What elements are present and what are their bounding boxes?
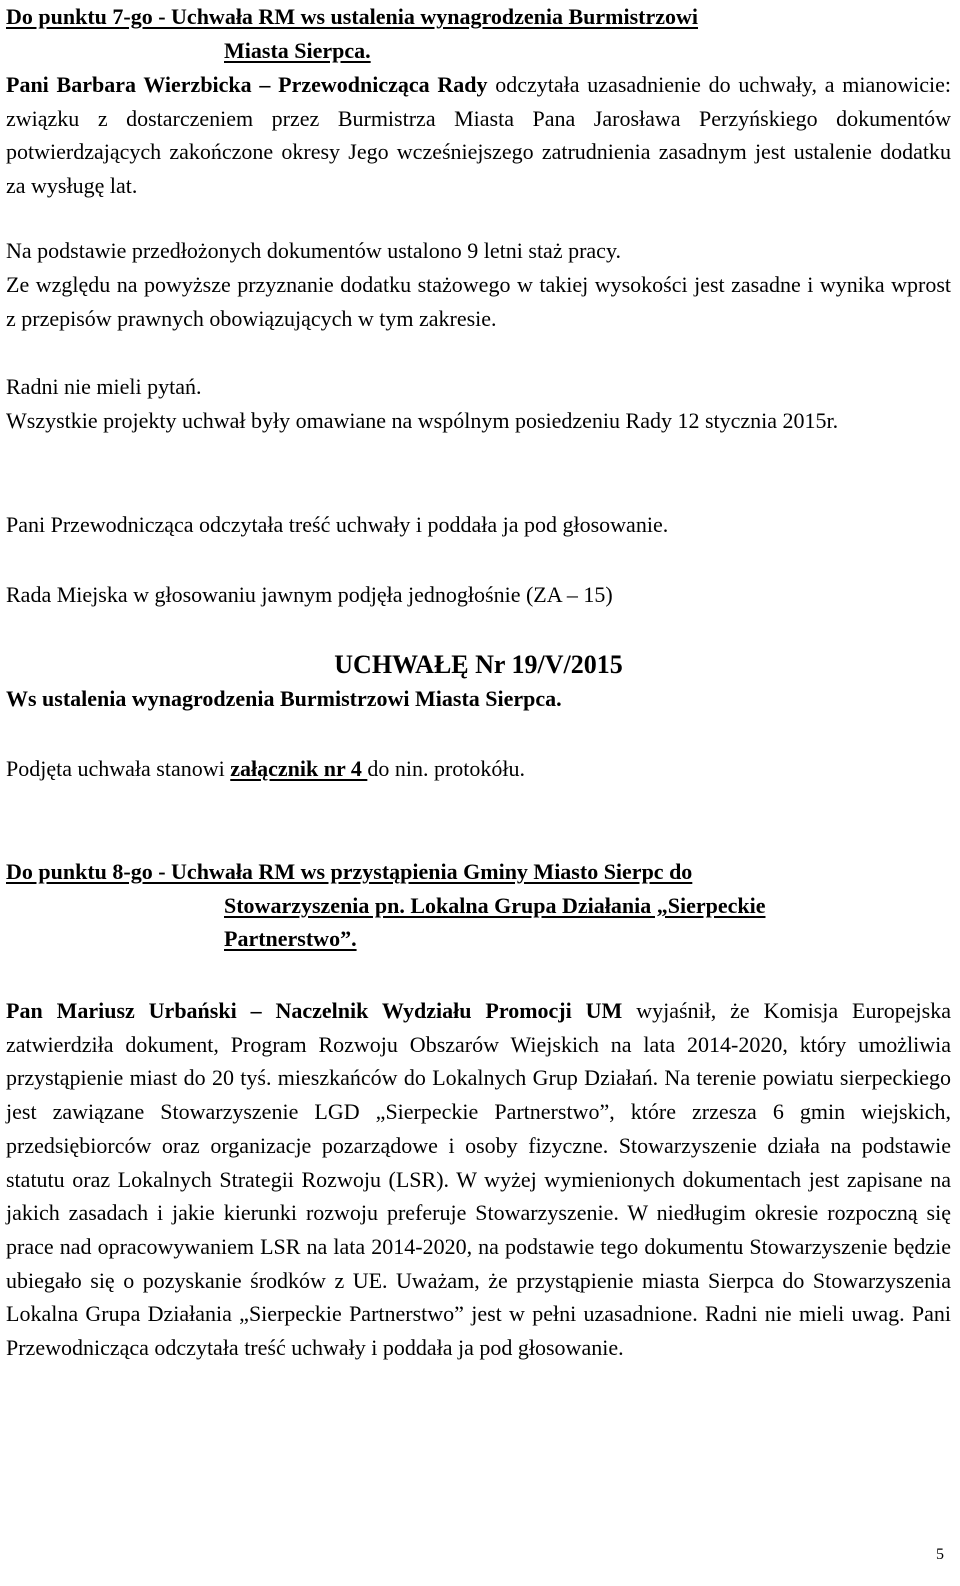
resolution-title: UCHWAŁĘ Nr 19/V/2015 <box>334 650 623 679</box>
attachment-suffix: do nin. protokółu. <box>367 756 525 781</box>
section-8-heading-line2: Stowarzyszenia pn. Lokalna Grupa Działania „Sierpeckie <box>224 892 766 918</box>
resolution-subtitle: Ws ustalenia wynagrodzenia Burmistrzowi Miasta Sierpca. <box>6 686 562 711</box>
section-8-heading <box>6 855 765 956</box>
section-8-paragraph-1 <box>6 994 951 1365</box>
section-8-heading-line3: Partnerstwo”. <box>224 926 357 952</box>
section-7-paragraph-5: Wszystkie projekty uchwał były omawiane na wspólnym posiedzeniu Rady 12 stycznia 2015r. <box>6 408 839 433</box>
section-7-heading <box>6 0 698 67</box>
page-number: 5 <box>936 1546 944 1563</box>
speaker-name-wierzbicka: Pani Barbara Wierzbicka – Przewodnicząca Rady <box>6 72 488 97</box>
section-7-paragraph-6: Pani Przewodnicząca odczytała treść uchwały i poddała ja pod głosowanie. <box>6 512 669 537</box>
section-7-paragraph-4: Radni nie mieli pytań. <box>6 374 202 399</box>
section-8-paragraph-1-text: wyjaśnił, że Komisja Europejska zatwierdziła dokument, Program Rozwoju Obszarów Wiejskich na lata 2014-2020, który umożliwia przystąpienie miast do 20 tyś. mieszkańców do Lokalnych Grup Działań. Na terenie powiatu sierpeckiego jest zawiązane Stowarzyszenie LGD „Sierpeckie Partnerstwo”, które zrzesza 6 gmin wiejskich, przedsiębiorców oraz organizacje pozarządowe i osoby fizyczne. Stowarzyszenie działa na podstawie statutu oraz Lokalnych Strategii Rozwoju (LSR). W wyżej wymienionych dokumentach jest zapisane na jakich zasadach i jakie kierunki rozwoju preferuje Stowarzyszenie. W niedługim okresie rozpoczną się prace nad opracowywaniem LSR na lata 2014-2020, na podstawie tego dokumentu Stowarzyszenie będzie ubiegało się o pozyskanie środków z UE. Uważam, że przystąpienie miasta Sierpca do Stowarzyszenia Lokalna Grupa Działania „Sierpeckie Partnerstwo” jest w pełni uzasadnione. Radni nie mieli uwag. Pani Przewodnicząca odczytała treść uchwały i poddała ja pod głosowanie. <box>6 998 951 1361</box>
speaker-name-urbanski: Pan Mariusz Urbański – Naczelnik Wydziału Promocji UM <box>6 998 623 1023</box>
attachment-note <box>6 752 525 786</box>
section-7-paragraph-7: Rada Miejska w głosowaniu jawnym podjęła jednogłośnie (ZA – 15) <box>6 582 613 607</box>
section-7-paragraph-1-text: odczytała uzasadnienie do uchwały, a mianowicie: związku z dostarczeniem przez Burmistrza Miasta Pana Jarosława Perzyńskiego dokumentów potwierdzających zakończone okresy Jego wcześniejszego zatrudnienia zasadnym jest ustalenie dodatku za wysługę lat. <box>6 72 951 199</box>
section-8-heading-line1: Do punktu 8-go - Uchwała RM ws przystąpienia Gminy Miasto Sierpc do <box>6 859 693 884</box>
section-7-paragraph-1 <box>6 68 951 203</box>
section-7-paragraph-3: Ze względu na powyższe przyznanie dodatku stażowego w takiej wysokości jest zasadne i wynika wprost z przepisów prawnych obowiązujących w tym zakresie. <box>6 272 951 331</box>
attachment-link: załącznik nr 4 <box>230 756 368 781</box>
section-7-paragraph-2: Na podstawie przedłożonych dokumentów ustalono 9 letni staż pracy. <box>6 238 622 263</box>
attachment-prefix: Podjęta uchwała stanowi <box>6 756 231 781</box>
section-7-heading-line2: Miasta Sierpca. <box>224 37 371 63</box>
section-7-heading-line1: Do punktu 7-go - Uchwała RM ws ustalenia wynagrodzenia Burmistrzowi <box>6 4 699 29</box>
